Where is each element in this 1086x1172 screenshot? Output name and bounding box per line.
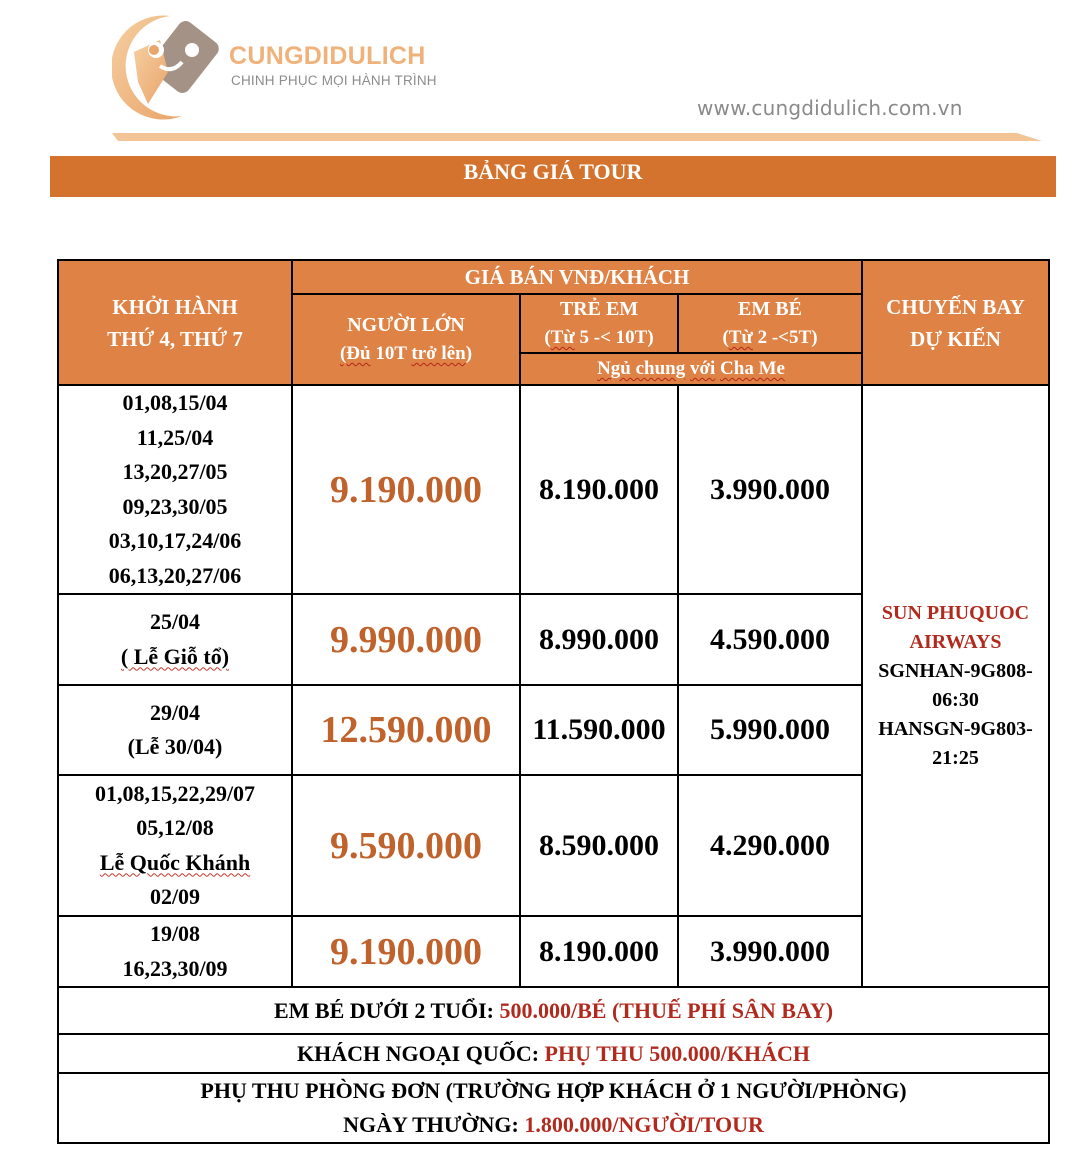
header-child-line2 — [521, 324, 677, 352]
date-line: 06,13,20,27/06 — [108, 562, 242, 588]
page-title: BẢNG GIÁ TOUR — [463, 159, 643, 184]
header-adult-line2-a: (Đủ — [339, 343, 371, 364]
infant-price: 4.590.000 — [678, 594, 862, 685]
note-foreign-guest — [58, 1034, 1049, 1073]
date-line: 01,08,15,22,29/07 — [94, 780, 256, 806]
header-child-line2-a: ( — [544, 327, 551, 348]
date-line: 11,25/04 — [136, 424, 214, 450]
people-in-circle-logo-icon — [112, 12, 222, 122]
child-price: 8.190.000 — [520, 916, 678, 987]
date-line: 29/04 — [149, 699, 201, 725]
note-value: 500.000/BÉ (THUẾ PHÍ SÂN BAY) — [499, 997, 834, 1023]
flight-info — [862, 385, 1049, 987]
adult-price: 12.590.000 — [292, 685, 520, 775]
price-table — [57, 259, 1050, 1144]
departure-dates — [58, 916, 292, 987]
date-line: 01,08,15/04 — [122, 390, 228, 415]
header-adult — [292, 294, 520, 385]
header-departure — [58, 260, 292, 385]
outbound-flight-time: 06:30 — [932, 689, 979, 711]
airline-name-line1: SUN PHUQUOC — [881, 602, 1030, 624]
date-line: 16,23,30/09 — [122, 955, 228, 981]
title-bar — [50, 156, 1056, 197]
header-child-line2-b: Từ — [550, 327, 575, 348]
note-value: PHỤ THU 500.000/KHÁCH — [544, 1040, 810, 1066]
date-line: 09,23,30/05 — [122, 493, 228, 519]
header-price-group: GIÁ BÁN VNĐ/KHÁCH — [292, 260, 862, 294]
return-flight-time: 21:25 — [932, 747, 979, 769]
child-price: 8.990.000 — [520, 594, 678, 685]
date-line: 02/09 — [149, 884, 201, 909]
header-infant-line2-c: 2 -<5T) — [752, 327, 818, 348]
departure-dates — [58, 775, 292, 916]
note-label: KHÁCH NGOẠI QUỐC: — [297, 1040, 545, 1066]
header-departure-line2: THỨ 4, THỨ 7 — [107, 326, 243, 351]
date-line: 03,10,17,24/06 — [108, 528, 242, 553]
holiday-note: ( Lễ Giỗ tổ) — [120, 643, 230, 669]
brand-name: CUNGDIDULICH — [229, 42, 426, 70]
brand-logo — [112, 12, 222, 122]
date-line: 13,20,27/05 — [122, 459, 228, 484]
header-flight — [862, 260, 1049, 385]
adult-price: 9.590.000 — [292, 775, 520, 916]
header-adult-line2-d: ) — [465, 343, 473, 364]
note-value: 1.800.000/NGƯỜI/TOUR — [524, 1112, 764, 1137]
note-infant-under-2 — [58, 987, 1049, 1034]
date-line: 19/08 — [149, 921, 201, 946]
return-flight-code: HANSGN-9G803- — [878, 718, 1033, 740]
header-adult-line2 — [293, 340, 519, 368]
header-infant-line2-a: ( — [722, 327, 729, 348]
holiday-note: Lễ Quốc Khánh — [99, 849, 251, 875]
header-infant-line2 — [679, 324, 861, 352]
header-child-line2-c: 5 -< 10T) — [574, 327, 654, 348]
shared-note-c: Cha Me — [720, 358, 785, 379]
header-flight-line2: DỰ KIẾN — [910, 326, 1001, 351]
date-line: 25/04 — [149, 609, 201, 634]
header-departure-line1: KHỞI HÀNH — [112, 294, 238, 319]
date-line: 05,12/08 — [136, 815, 214, 840]
header-divider — [112, 133, 1042, 141]
note-single-room — [58, 1073, 1049, 1143]
brand-slogan: CHINH PHỤC MỌI HÀNH TRÌNH — [231, 73, 437, 88]
departure-dates — [58, 685, 292, 775]
outbound-flight-code: SGNHAN-9G808- — [878, 660, 1033, 682]
adult-price: 9.190.000 — [292, 385, 520, 594]
header-infant-line1: EM BÉ — [738, 298, 802, 320]
departure-dates — [58, 385, 292, 594]
adult-price: 9.190.000 — [292, 916, 520, 987]
header-adult-line1: NGƯỜI LỚN — [347, 314, 465, 336]
infant-price: 3.990.000 — [678, 916, 862, 987]
header-child — [520, 294, 678, 353]
shared-note-b: với — [689, 358, 716, 379]
adult-price: 9.990.000 — [292, 594, 520, 685]
header-shared-bed-note — [520, 353, 862, 385]
note-label: EM BÉ DƯỚI 2 TUỔI: — [273, 997, 500, 1023]
child-price: 8.590.000 — [520, 775, 678, 916]
website-url[interactable]: www.cungdidulich.com.vn — [697, 96, 963, 120]
header-infant-line2-b: Từ — [728, 327, 753, 348]
shared-note-a: Ngủ chung — [597, 358, 686, 379]
child-price: 8.190.000 — [520, 385, 678, 594]
holiday-note: (Lễ 30/04) — [127, 734, 223, 759]
note-single-room-line1: PHỤ THU PHÒNG ĐƠN (TRƯỜNG HỢP KHÁCH Ở 1 NGƯỜI/PHÒNG) — [200, 1078, 907, 1103]
departure-dates — [58, 594, 292, 685]
table-row — [58, 385, 1049, 594]
header-child-line1: TRẺ EM — [559, 298, 639, 320]
infant-price: 3.990.000 — [678, 385, 862, 594]
header-infant — [678, 294, 862, 353]
header-adult-line2-c: trở lên — [411, 343, 466, 364]
header-adult-line2-b: 10T — [375, 343, 407, 364]
note-single-room-line2 — [59, 1108, 1048, 1142]
note-label: NGÀY THƯỜNG: — [343, 1112, 525, 1137]
header-flight-line1: CHUYẾN BAY — [886, 294, 1025, 319]
infant-price: 5.990.000 — [678, 685, 862, 775]
child-price: 11.590.000 — [520, 685, 678, 775]
infant-price: 4.290.000 — [678, 775, 862, 916]
airline-name-line2: AIRWAYS — [909, 631, 1002, 653]
